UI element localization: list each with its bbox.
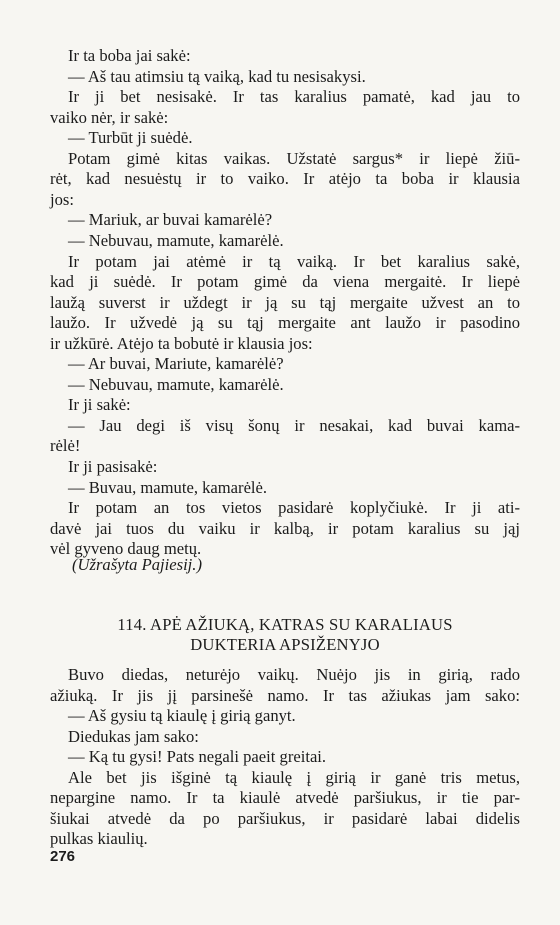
text-line: — Aš gysiu tą kiaulę į girią ganyt. [68,706,296,725]
text-line: — Ką tu gysi! Pats negali paeit greitai. [68,747,327,766]
page-number: 276 [50,848,76,865]
text-line: Ir ji pasisakė: [68,457,158,476]
text-line: nepargine namo. Ir ta kiaulė atvedė paršiukus, ir tie par- [50,788,520,807]
text-line: laužą suverst ir uždegt ir ją su tąj mergaite užvest an to [50,292,520,312]
text-line: ir užkūrė. Atėjo ta bobutė ir klausia jos: [50,333,313,353]
text-line: vaiko nėr, ir sakė: [50,107,169,127]
collection-note: (Užrašyta Pajiesij.) [72,555,202,574]
text-line: rėlė! [50,436,81,456]
text-line: ažiuką. Ir jis jį parsinešė namo. Ir tas ažiukas jam sako: [50,685,520,705]
text-line: Ale bet jis išginė tą kiaulę į girią ir ganė tris metus, [68,767,520,787]
text-line: Potam gimė kitas vaikas. Užstatė sargus* ir liepė žiū- [68,148,520,168]
text-line: Diedukas jam sako: [68,726,199,746]
text-line: — Nebuvau, mamute, kamarėlė. [68,374,284,394]
text-line: Ir ji sakė: [68,395,131,415]
text-line: jos: [50,189,74,209]
text-column [50,0,520,925]
text-line: Ir potam jai atėmė ir tą vaiką. Ir bet karalius sakė, [68,251,520,271]
text-line: — Turbūt ji suėdė. [68,128,193,148]
text-line: pulkas kiaulių. [50,829,148,848]
tale-heading-line-1: 114. APĖ AŽIUKĄ, KATRAS SU KARALIAUS [117,615,453,634]
text-line: — Jau degi iš visų šonų ir nesakai, kad buvai kama- [68,415,520,435]
text-line: — Nebuvau, mamute, kamarėlė. [68,230,284,250]
text-line: — Aš tau atimsiu tą vaiką, kad tu nesisakysi. [68,66,366,86]
text-line: Ir potam an tos vietos pasidarė koplyčiukė. Ir ji ati- [68,498,520,518]
text-line: Ir ta boba jai sakė: [68,46,191,65]
text-line: Buvo diedas, neturėjo vaikų. Nuėjo jis in girią, rado [68,665,520,684]
text-line: — Buvau, mamute, kamarėlė. [68,477,268,497]
text-line: — Mariuk, ar buvai kamarėlė? [68,210,273,230]
text-line: davė jai tuos du vaiku ir kalbą, ir potam karalius su jąj [50,518,520,538]
text-line: rėt, kad nesuėstų ir to vaiko. Ir atėjo ta boba ir klausia [50,169,520,189]
tale-heading-line-2: DUKTERIA APSIŽENYJO [190,635,380,654]
text-line: šiukai atvedė da po paršiukus, ir pasidarė labai didelis [50,808,520,828]
text-line: vėl gyveno daug metų. [50,539,202,559]
text-line: laužo. Ir užvedė ją su tąj mergaite ant laužo ir pasodino [50,313,520,333]
text-line: Ir ji bet nesisakė. Ir tas karalius pamatė, kad jau to [68,87,520,107]
text-line: kad ji suėdė. Ir potam gimė da viena mergaitė. Ir liepė [50,272,520,292]
text-line: — Ar buvai, Mariute, kamarėlė? [68,354,284,374]
